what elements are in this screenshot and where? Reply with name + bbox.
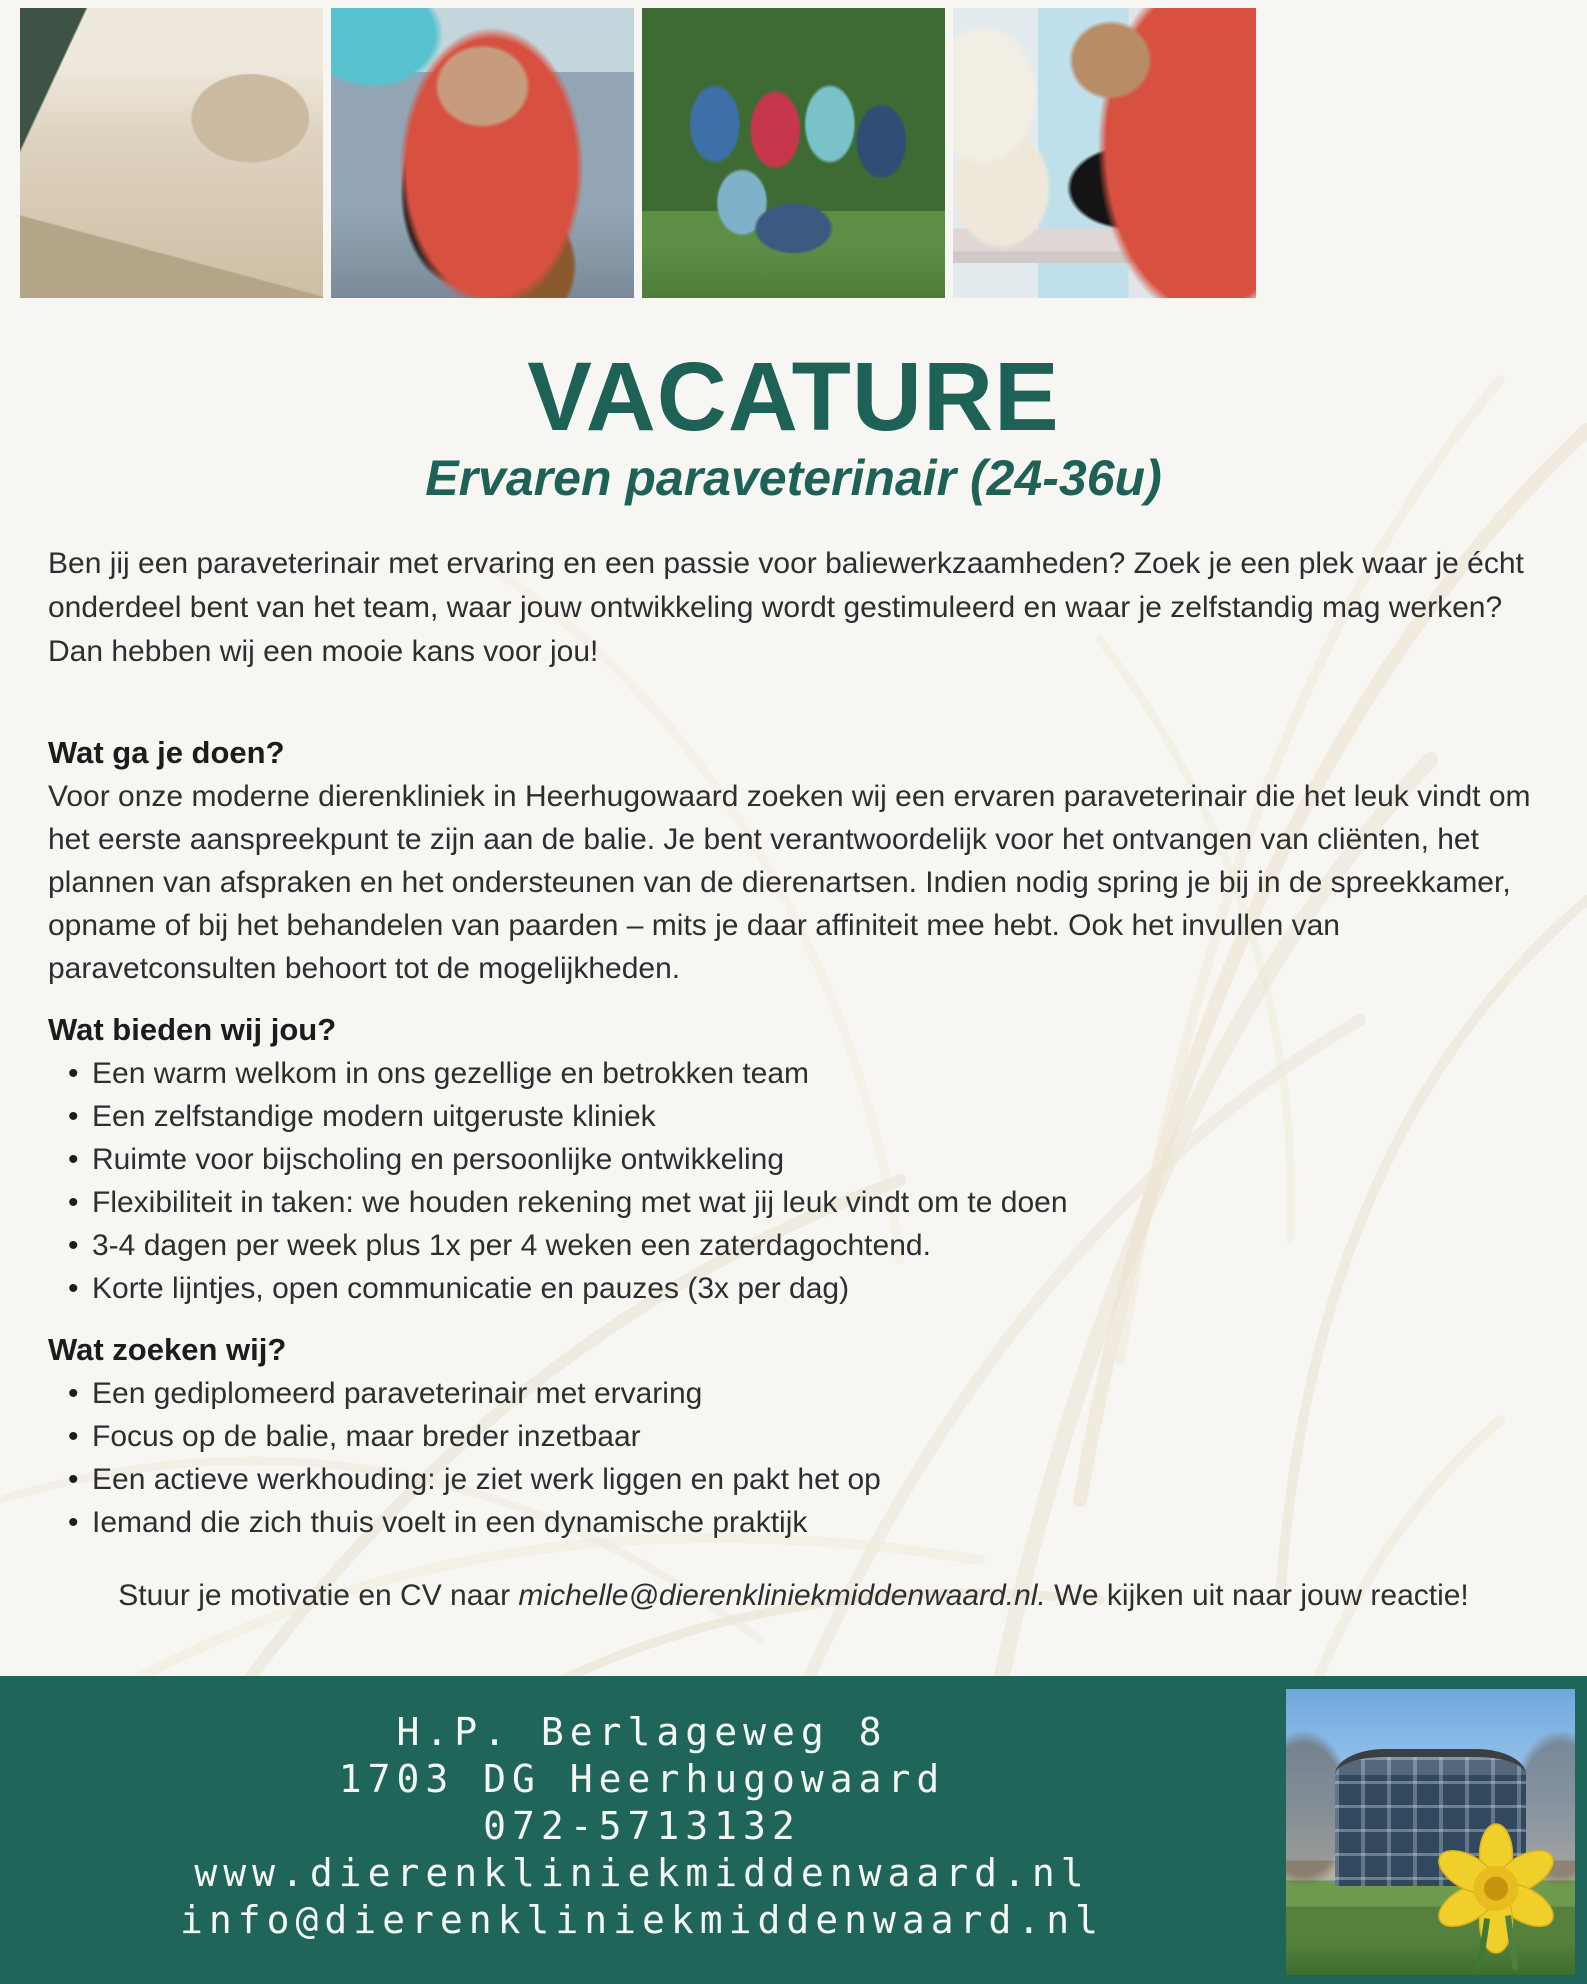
contact-line: 1703 DG Heerhugowaard [338, 1757, 946, 1801]
clinic-building-photo [1286, 1689, 1575, 1975]
section-what-we-offer [48, 1008, 1539, 1310]
contact-line: 072-5713132 [483, 1804, 801, 1848]
strip-photo [642, 8, 945, 298]
header [0, 342, 1587, 506]
vacancy-body [48, 542, 1539, 1618]
list-item: • Een warm welkom in ons gezellige en betrokken team [48, 1052, 1539, 1095]
strip-photo [331, 8, 634, 298]
requirements-list [48, 1372, 1539, 1544]
contact-line: info@dierenkliniekmiddenwaard.nl [179, 1898, 1105, 1942]
daffodil-flower-icon [1421, 1813, 1571, 1973]
closing-line [48, 1574, 1539, 1618]
contact-email: michelle@dierenkliniekmiddenwaard.nl. [518, 1579, 1046, 1612]
section-heading: Wat zoeken wij? [48, 1332, 287, 1367]
section-heading: Wat bieden wij jou? [48, 1012, 337, 1047]
section-what-you-do [48, 731, 1539, 990]
page-title: VACATURE [527, 342, 1060, 451]
list-item: • Focus op de balie, maar breder inzetbaar [48, 1415, 1539, 1458]
list-item: • Een actieve werkhouding: je ziet werk liggen en pakt het op [48, 1458, 1539, 1501]
offer-list [48, 1052, 1539, 1310]
strip-photo [20, 8, 323, 298]
list-item: • Ruimte voor bijscholing en persoonlijke ontwikkeling [48, 1138, 1539, 1181]
page-subtitle: Ervaren paraveterinair (24-36u) [425, 450, 1162, 506]
strip-photo [1264, 8, 1567, 298]
list-item: • Flexibiliteit in taken: we houden rekening met wat jij leuk vindt om te doen [48, 1181, 1539, 1224]
photo-strip [20, 8, 1567, 298]
list-item: • 3-4 dagen per week plus 1x per 4 weken een zaterdagochtend. [48, 1224, 1539, 1267]
closing-suffix: We kijken uit naar jouw reactie! [1045, 1579, 1469, 1612]
section-what-we-seek [48, 1328, 1539, 1544]
list-item: • Iemand die zich thuis voelt in een dynamische praktijk [48, 1501, 1539, 1544]
contact-line: H.P. Berlageweg 8 [396, 1710, 888, 1754]
list-item: • Een gediplomeerd paraveterinair met ervaring [48, 1372, 1539, 1415]
closing-prefix: Stuur je motivatie en CV naar [118, 1579, 519, 1612]
footer [0, 1676, 1587, 1984]
list-item: • Korte lijntjes, open communicatie en pauzes (3x per dag) [48, 1267, 1539, 1310]
section-heading: Wat ga je doen? [48, 735, 285, 770]
contact-line: www.dierenkliniekmiddenwaard.nl [194, 1851, 1090, 1895]
section-paragraph: Voor onze moderne dierenkliniek in Heerhugowaard zoeken wij een ervaren paraveterinair die het leuk vindt om het eerste aanspreekpunt te zijn aan de balie. Je bent verantwoordelijk voor het ontvangen van cliënten, het plannen van afspraken en het ondersteunen van de dierenartsen. Indien nodig spring je bij in de spreekkamer, opname of bij het behandelen van paarden – mits je daar affiniteit mee hebt. Ook het invullen van paravetconsulten behoort tot de mogelijkheden. [48, 780, 1531, 985]
strip-photo [953, 8, 1256, 298]
intro-paragraph: Ben jij een paraveterinair met ervaring en een passie voor baliewerkzaamheden? Zoek je een plek waar je écht onderdeel bent van het team, waar jouw ontwikkeling wordt gestimuleerd en waar je zelfstandig mag werken? Dan hebben wij een mooie kans voor jou! [48, 547, 1524, 668]
list-item: • Een zelfstandige modern uitgeruste kliniek [48, 1095, 1539, 1138]
contact-details [0, 1676, 1284, 1944]
